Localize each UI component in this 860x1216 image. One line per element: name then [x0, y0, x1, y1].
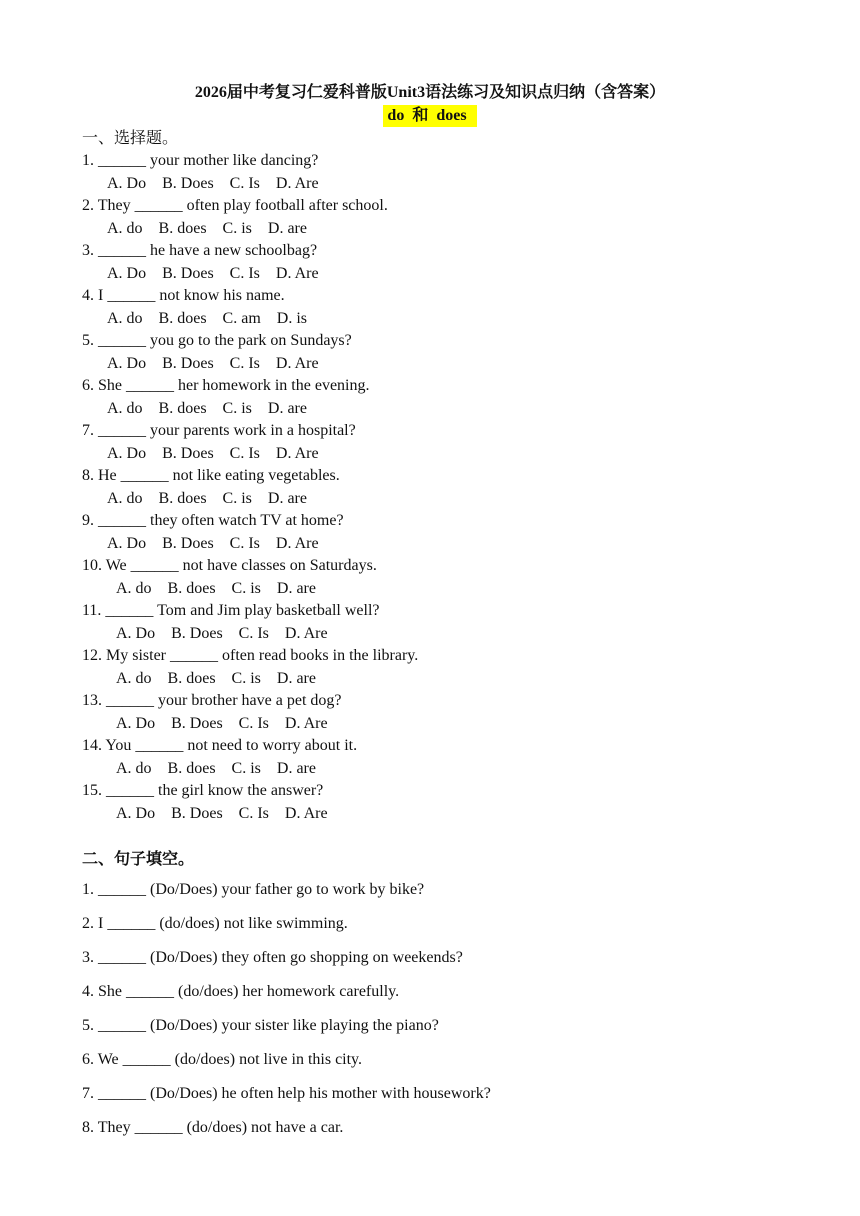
fill-item-7: 7. ______ (Do/Does) he often help his mother with housework?	[82, 1085, 491, 1102]
document-title: 2026届中考复习仁爱科普版Unit3语法练习及知识点归纳（含答案）	[194, 84, 666, 101]
fill-item-3: 3. ______ (Do/Does) they often go shopping on weekends?	[82, 949, 463, 966]
highlighted-subtitle: do 和 does	[383, 105, 476, 127]
section-multiple-choice	[82, 128, 418, 825]
fill-item-5: 5. ______ (Do/Does) your sister like playing the piano?	[82, 1017, 439, 1034]
options-13: A. Do B. Does C. Is D. Are	[116, 714, 328, 732]
question-7: 7. ______ your parents work in a hospital?	[82, 422, 356, 439]
question-14: 14. You ______ not need to worry about it.	[82, 737, 358, 754]
options-9: A. Do B. Does C. Is D. Are	[107, 534, 319, 552]
question-1: 1. ______ your mother like dancing?	[82, 152, 319, 169]
fill-item-6: 6. We ______ (do/does) not live in this city.	[82, 1051, 363, 1068]
question-9: 9. ______ they often watch TV at home?	[82, 512, 344, 529]
fill-item-8: 8. They ______ (do/does) not have a car.	[82, 1119, 344, 1136]
options-11: A. Do B. Does C. Is D. Are	[116, 624, 328, 642]
fill-item-4: 4. She ______ (do/does) her homework carefully.	[82, 983, 400, 1000]
question-12: 12. My sister ______ often read books in the library.	[82, 647, 419, 664]
section1-heading: 一、选择题。	[82, 130, 179, 147]
question-10: 10. We ______ not have classes on Saturdays.	[82, 557, 377, 574]
options-6: A. do B. does C. is D. are	[107, 399, 307, 417]
question-15: 15. ______ the girl know the answer?	[82, 782, 324, 799]
question-11: 11. ______ Tom and Jim play basketball well?	[82, 602, 380, 619]
fill-item-1: 1. ______ (Do/Does) your father go to work by bike?	[82, 881, 425, 898]
question-8: 8. He ______ not like eating vegetables.	[82, 467, 340, 484]
options-12: A. do B. does C. is D. are	[116, 669, 316, 687]
section-sentence-fill	[82, 848, 491, 1150]
options-7: A. Do B. Does C. Is D. Are	[107, 444, 319, 462]
question-5: 5. ______ you go to the park on Sundays?	[82, 332, 352, 349]
fill-item-2: 2. I ______ (do/does) not like swimming.	[82, 915, 348, 932]
subtitle-wrap	[0, 105, 860, 127]
options-5: A. Do B. Does C. Is D. Are	[107, 354, 319, 372]
question-3: 3. ______ he have a new schoolbag?	[82, 242, 318, 259]
options-4: A. do B. does C. am D. is	[107, 309, 307, 327]
options-1: A. Do B. Does C. Is D. Are	[107, 174, 319, 192]
question-6: 6. She ______ her homework in the evening.	[82, 377, 370, 394]
question-4: 4. I ______ not know his name.	[82, 287, 285, 304]
options-10: A. do B. does C. is D. are	[116, 579, 316, 597]
options-3: A. Do B. Does C. Is D. Are	[107, 264, 319, 282]
options-15: A. Do B. Does C. Is D. Are	[116, 804, 328, 822]
question-2: 2. They ______ often play football after school.	[82, 197, 388, 214]
options-8: A. do B. does C. is D. are	[107, 489, 307, 507]
question-13: 13. ______ your brother have a pet dog?	[82, 692, 342, 709]
options-14: A. do B. does C. is D. are	[116, 759, 316, 777]
section2-heading: 二、句子填空。	[82, 851, 195, 868]
options-2: A. do B. does C. is D. are	[107, 219, 307, 237]
